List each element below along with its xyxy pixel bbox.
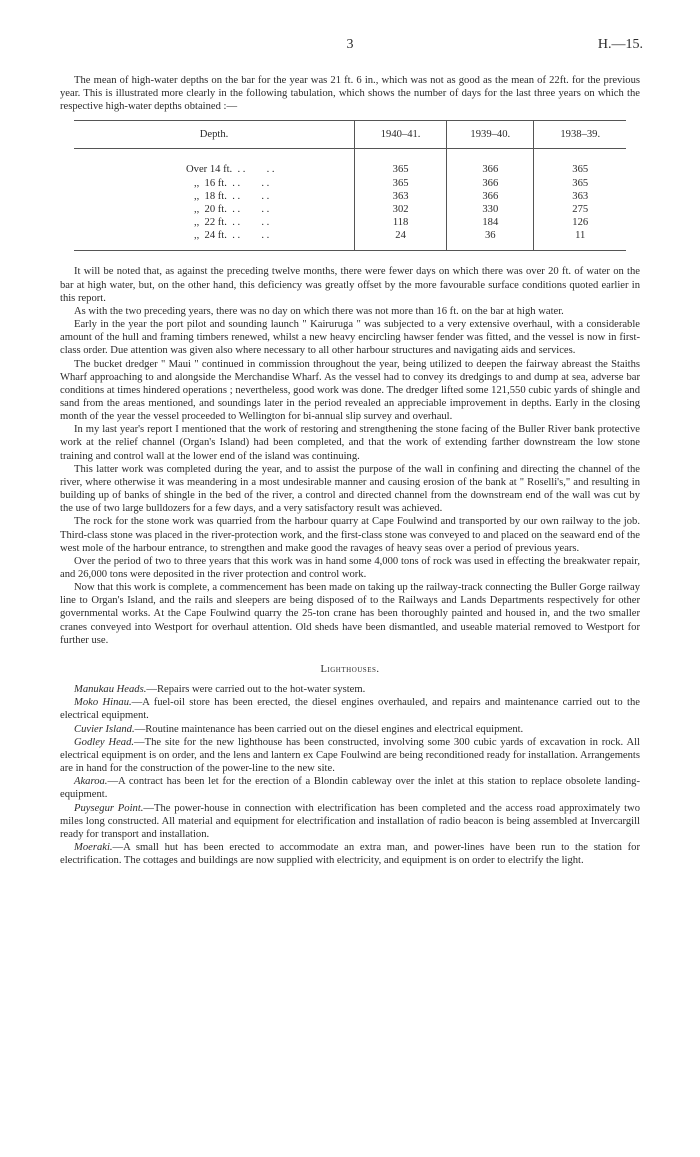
- value-cell: 365: [534, 177, 626, 190]
- depth-table: [74, 120, 626, 251]
- body-paragraph: The rock for the stone work was quarried from the harbour quarry at Cape Foulwind and transported by our own railway to the job. Third-class stone was placed in the river-protection work, and the first-class stone was conveyed to and placed on the seaward end of the west mole of the harbour entrance, to strengthen and make good the ravages of heavy seas over a period of previous years.: [60, 516, 640, 554]
- table-row: [74, 190, 626, 203]
- table-row: [74, 177, 626, 190]
- lighthouse-text: —The power-house in connection with electrification has been completed and the access road approximately two miles long constructed. All material and equipment for electrification and installation of radio beacon is being assembled at Invercargill ready for transport and installation.: [60, 802, 640, 840]
- lighthouse-text: —A contract has been let for the erection of a Blondin cableway over the inlet at this station to replace obsolete landing-equipment.: [60, 776, 640, 801]
- value-cell: 365: [534, 163, 626, 176]
- intro-paragraph: The mean of high-water depths on the bar for the year was 21 ft. 6 in., which was not as good as the mean of 22ft. for the previous year. This is illustrated more clearly in the following tabulation, which shows the number of days for the last three years on which the respective high-water depths obtained :—: [60, 75, 640, 113]
- value-cell: 118: [355, 216, 447, 229]
- value-cell: 126: [534, 216, 626, 229]
- table-row: [74, 203, 626, 216]
- value-cell: 366: [447, 177, 534, 190]
- lighthouse-entry: [60, 775, 640, 801]
- lighthouse-name: Cuvier Island.: [74, 723, 135, 735]
- column-header-1938-39: 1938–39.: [534, 121, 626, 149]
- depth-cell: ,, 20 ft. . . . .: [186, 203, 270, 215]
- table-row: [74, 229, 626, 242]
- lighthouse-name: Godley Head.: [74, 736, 135, 748]
- depth-cell: ,, 24 ft. . . . .: [186, 230, 270, 242]
- lighthouse-entry: [60, 723, 640, 736]
- lighthouse-name: Moko Hinau.: [74, 697, 132, 709]
- lighthouse-entry: [60, 683, 640, 696]
- value-cell: 275: [534, 203, 626, 216]
- lighthouse-entry: [60, 696, 640, 722]
- value-cell: 365: [355, 163, 447, 176]
- value-cell: 366: [447, 163, 534, 176]
- lighthouse-entry: [60, 841, 640, 867]
- value-cell: 363: [534, 190, 626, 203]
- page-number: 3: [346, 37, 354, 52]
- body-paragraph: It will be noted that, as against the preceding twelve months, there were fewer days on which there was over 20 ft. of water on the bar at high water, but, on the other hand, this deficiency was greatly offset by the more favourable surface conditions quoted earlier in this report.: [60, 266, 640, 304]
- body-paragraph: This latter work was completed during the year, and to assist the purpose of the wall in confining and directing the channel of the river, where otherwise it was meandering in a most undesirable manner and causing erosion of the bank at " Roselli's," and resulting in building up of banks of shingle in the bed of the river, a control and directed channel from the downstream end of the wall was cut by the use of two large bulldozers for a few days, and a very satisfactory result was achieved.: [60, 463, 640, 515]
- depth-cell: ,, 22 ft. . . . .: [186, 217, 270, 229]
- lighthouse-entry: [60, 736, 640, 775]
- body-paragraph: Early in the year the port pilot and sounding launch " Kairuruga " was subjected to a very extensive overhaul, with a considerable amount of the hull and framing timbers renewed, whilst a new heavy encircling hawser fender was fitted, and the vessel is now in first-class order. Due attention was given also where necessary to all other harbour structures and navigating aids and services.: [60, 319, 640, 357]
- lighthouse-name: Moeraki.: [74, 841, 113, 853]
- value-cell: 365: [355, 177, 447, 190]
- table-header-row: [74, 121, 626, 149]
- depth-cell: Over 14 ft. . . . .: [186, 164, 275, 176]
- lighthouse-text: —Repairs were carried out to the hot-water system.: [146, 684, 366, 696]
- body-paragraph: Now that this work is complete, a commencement has been made on taking up the railway-track connecting the Buller Gorge railway line to Organ's Island, and the rails and sleepers are being disposed of to the Railways and Lands Departments respectively for other governmental works. At the Cape Foulwind quarry the 25-ton crane has been thoroughly painted and housed in, and the two smaller cranes conveyed into Westport for overhaul attention. Old sheds have been dismantled, and useable material removed to Westport for further use.: [60, 582, 640, 646]
- section-heading-lighthouses: Lighthouses.: [320, 663, 380, 675]
- lighthouse-name: Puysegur Point.: [74, 802, 144, 814]
- page-header: [60, 37, 643, 58]
- lighthouse-name: Manukau Heads.: [74, 684, 147, 696]
- column-header-1940-41: 1940–41.: [355, 121, 447, 149]
- depth-cell: ,, 16 ft. . . . .: [186, 177, 270, 189]
- lighthouse-text: —Routine maintenance has been carried out on the diesel engines and electrical equipment.: [134, 723, 524, 735]
- body-paragraph: As with the two preceding years, there was no day on which there was not more than 16 ft. on the bar at high water.: [74, 305, 564, 317]
- table-row: [74, 216, 626, 229]
- value-cell: 36: [447, 229, 534, 242]
- body-paragraph: Over the period of two to three years that this work was in hand some 4,000 tons of rock was used in effecting the breakwater repair, and 26,000 tons were deposited in the river protection and control work.: [60, 555, 640, 580]
- value-cell: 330: [447, 203, 534, 216]
- value-cell: 302: [355, 203, 447, 216]
- lighthouse-text: —The site for the new lighthouse has been constructed, involving some 300 cubic yards of excavation in rock. All electrical equipment is on order, and the lens and lantern ex Cape Foulwind are being reconditioned ready for installation. Arrangements are in hand for the construction of the power-line to the new site.: [60, 736, 640, 775]
- table-row: [74, 163, 626, 176]
- value-cell: 366: [447, 190, 534, 203]
- lighthouse-text: —A small hut has been erected to accommodate an extra man, and power-lines have been run to the station for electrification. The cottages and buildings are now supplied with electricity, and equipment is on order to electrify the light.: [60, 841, 640, 867]
- document-code: H.—15.: [597, 37, 643, 52]
- value-cell: 11: [534, 229, 626, 242]
- value-cell: 24: [355, 229, 447, 242]
- column-header-1939-40: 1939–40.: [447, 121, 534, 149]
- value-cell: 184: [447, 216, 534, 229]
- lighthouse-name: Akaroa.: [74, 776, 108, 788]
- lighthouse-text: —A fuel-oil store has been erected, the diesel engines overhauled, and repairs and maintenance carried out to the electrical equipment.: [60, 697, 640, 722]
- body-paragraph: The bucket dredger " Maui " continued in commission throughout the year, being utilized to deepen the fairway abreast the Staiths Wharf approaching to and alongside the Merchandise Wharf. As the vessel had to convey its dredgings to and dump at sea, adverse bar conditions at times hindered operations ; nevertheless, good work was done. The dredger lifted some 121,550 cubic yards of shingle and sand from the areas mentioned, and soundings later in the period revealed an appreciable improvement in depths. Early in the closing month of the year the vessel proceeded to Wellington for bi-annual slip survey and overhaul.: [60, 358, 640, 423]
- lighthouse-entry: [60, 802, 640, 841]
- body-paragraph: In my last year's report I mentioned that the work of restoring and strengthening the stone facing of the Buller River bank protective work at the relief channel (Organ's Island) had been completed, and that the work of extending farther downstream the low stone training and control wall at the lower end of the island was continuing.: [60, 424, 640, 462]
- value-cell: 363: [355, 190, 447, 203]
- depth-cell: ,, 18 ft. . . . .: [186, 190, 270, 202]
- column-header-depth: Depth.: [74, 121, 355, 149]
